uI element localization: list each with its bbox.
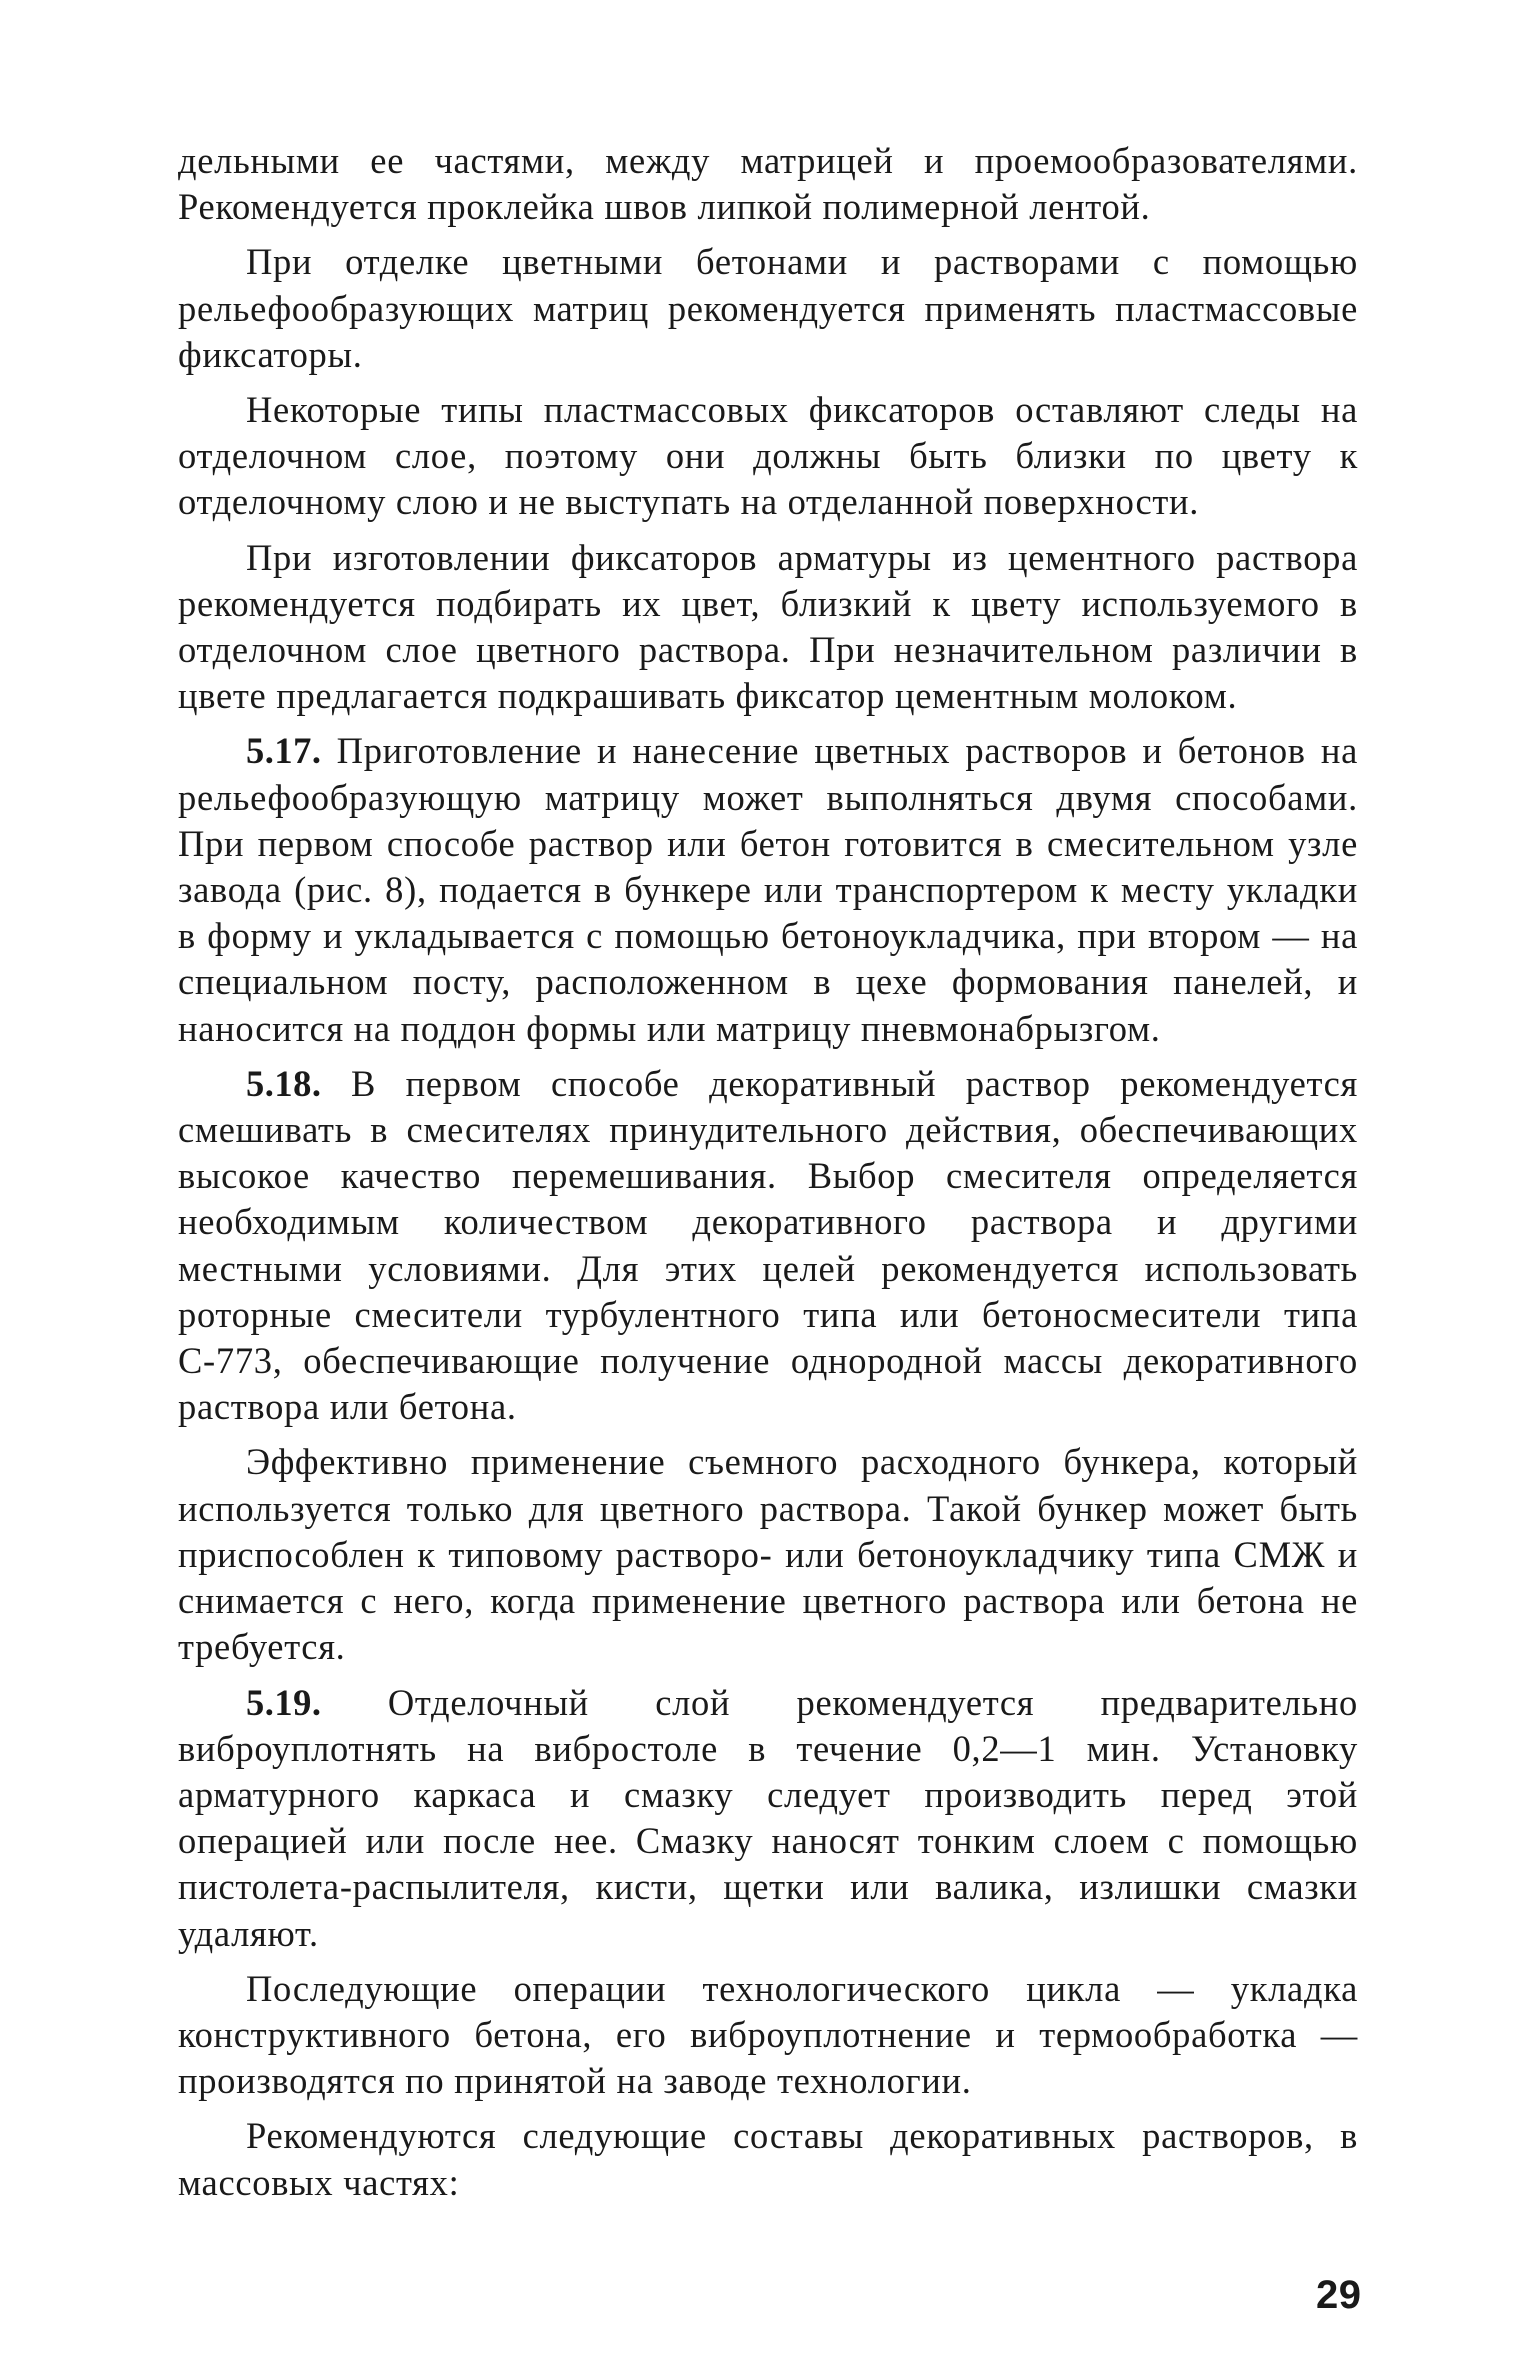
paragraph-9: Последующие операции технологического цикла — укладка конструктивного бетона, его виброуплотнение и термообработка — производятся по принятой на заводе технологии. — [178, 1967, 1358, 2102]
paragraph-3: Некоторые типы пластмассовых фиксаторов оставляют следы на отделочном слое, поэтому они должны быть близки по цвету к отделочному слою и не выступать на отделанной поверхности. — [178, 389, 1358, 523]
paragraph-10: Рекомендуются следующие составы декоративных растворов, в массовых частях: — [178, 2115, 1358, 2203]
paragraph-5-17: 5.17. Приготовление и нанесение цветных растворов и бетонов на рельефообразующую матрицу может выполняться двумя способами. При первом способе раствор или бетон готовится в смесительном узле завода (рис. 8), подается в бункере или транспортером к месту укладки в форму и укладывается с помощью бетоноукладчика, при втором — на специальном посту, расположенном в цехе формования панелей, и наносится на поддон формы или матрицу пневмонабрызгом. — [178, 730, 1358, 1049]
page-number: 29 — [1316, 2273, 1362, 2317]
page-body — [178, 138, 1358, 2215]
paragraph-5-19: 5.19. Отделочный слой рекомендуется предварительно виброуплотнять на вибростоле в течение 0,2—1 мин. Установку арматурного каркаса и смазку следует производить перед этой операцией или после нее. Смазку наносят тонким слоем с помощью пистолета-распылителя, кисти, щетки или валика, излишки смазки удаляют. — [178, 1681, 1359, 1954]
paragraph-4: При изготовлении фиксаторов арматуры из цементного раствора рекомендуется подбирать их цвет, близкий к цвету используемого в отделочном слое цветного раствора. При незначительном различии в цвете предлагается подкрашивать фиксатор цементным молоком. — [178, 536, 1358, 717]
paragraph-1: дельными ее частями, между матрицей и проемообразователями. Рекомендуется проклейка швов липкой полимерной лентой. — [178, 140, 1358, 228]
section-number: 5.18. — [246, 1062, 322, 1104]
section-number: 5.19. — [246, 1681, 322, 1723]
paragraph-5-18: 5.18. В первом способе декоративный раствор рекомендуется смешивать в смесителях принудительного действия, обеспечивающих высокое качество перемешивания. Выбор смесителя определяется необходимым количеством декоративного раствора и другими местными условиями. Для этих целей рекомендуется использовать роторные смесители турбулентного типа или бетоносмесители типа С-773, обеспечивающие получение однородной массы декоративного раствора или бетона. — [178, 1062, 1358, 1428]
section-number: 5.17. — [246, 730, 322, 772]
paragraph-7: Эффективно применение съемного расходного бункера, который используется только для цветного раствора. Такой бункер может быть приспособлен к типовому растворо- или бетоноукладчику типа СМЖ и снимается с него, когда применение цветного раствора или бетона не требуется. — [178, 1441, 1358, 1668]
paragraph-2: При отделке цветными бетонами и растворами с помощью рельефообразующих матриц рекомендуется применять пластмассовые фиксаторы. — [178, 241, 1358, 375]
